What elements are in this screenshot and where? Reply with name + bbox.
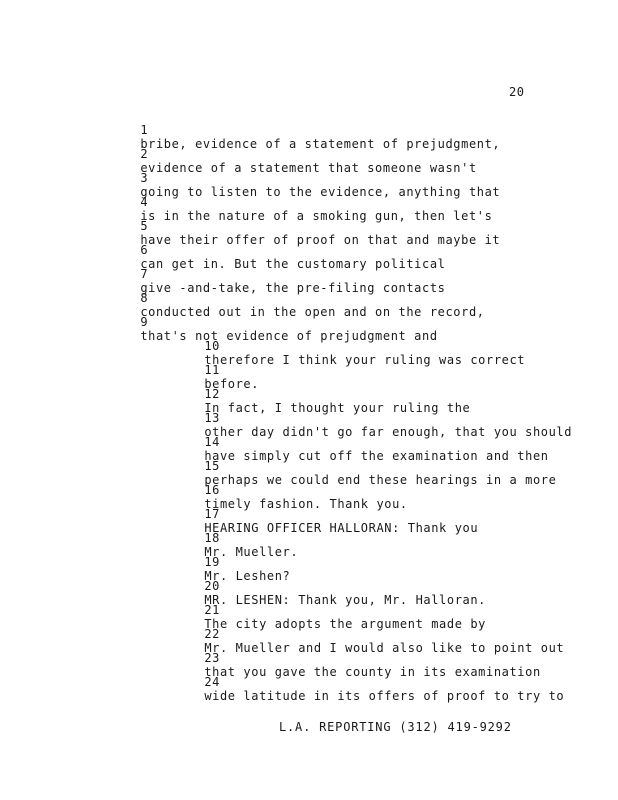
line-number: 7 [140,267,149,281]
line-text: before. [204,377,260,391]
line-text: going to listen to the evidence, anything that [140,185,501,199]
line-text: Mr. Mueller and I would also like to point out [204,641,565,655]
line-number: 20 [204,579,220,593]
transcript-line [173,661,564,717]
line-number: 9 [140,315,149,329]
line-number: 17 [204,507,220,521]
line-number: 11 [204,363,220,377]
line-number: 14 [204,435,220,449]
line-text: give -and-take, the pre-filing contacts [140,281,446,295]
line-number: 1 [140,123,149,137]
line-text: is in the nature of a smoking gun, then let's [140,209,493,223]
reporter-footer: L.A. REPORTING (312) 419-9292 [279,720,512,734]
line-text: MR. LESHEN: Thank you, Mr. Halloran. [204,593,486,607]
line-text: can get in. But the customary political [140,257,446,271]
line-number: 6 [140,243,149,257]
line-number: 12 [204,387,220,401]
line-number: 24 [204,675,220,689]
line-text: wide latitude in its offers of proof to try to [204,689,565,703]
line-number: 18 [204,531,220,545]
line-number: 21 [204,603,220,617]
line-text: perhaps we could end these hearings in a more [204,473,557,487]
line-number: 2 [140,147,149,161]
line-text: The city adopts the argument made by [204,617,486,631]
line-text: Mr. Leshen? [204,569,291,583]
page-number: 20 [509,85,525,99]
line-number: 8 [140,291,149,305]
line-text: evidence of a statement that someone wasn't [140,161,477,175]
line-text: therefore I think your ruling was correct [204,353,526,367]
line-text: HEARING OFFICER HALLORAN: Thank you [204,521,479,535]
line-text: other day didn't go far enough, that you should [204,425,573,439]
line-number: 5 [140,219,149,233]
line-number: 15 [204,459,220,473]
line-text: have simply cut off the examination and then [204,449,549,463]
line-number: 10 [204,339,220,353]
line-number: 16 [204,483,220,497]
line-text: conducted out in the open and on the record, [140,305,485,319]
line-text: that you gave the county in its examination [204,665,541,679]
line-text: Mr. Mueller. [204,545,299,559]
line-number: 23 [204,651,220,665]
line-number: 22 [204,627,220,641]
line-text: that's not evidence of prejudgment and [140,329,438,343]
line-number: 13 [204,411,220,425]
line-text: have their offer of proof on that and maybe it [140,233,501,247]
line-text: bribe, evidence of a statement of prejudgment, [140,137,501,151]
line-text: timely fashion. Thank you. [204,497,408,511]
line-text: In fact, I thought your ruling the [204,401,471,415]
line-number: 4 [140,195,149,209]
line-number: 3 [140,171,149,185]
line-number: 19 [204,555,220,569]
